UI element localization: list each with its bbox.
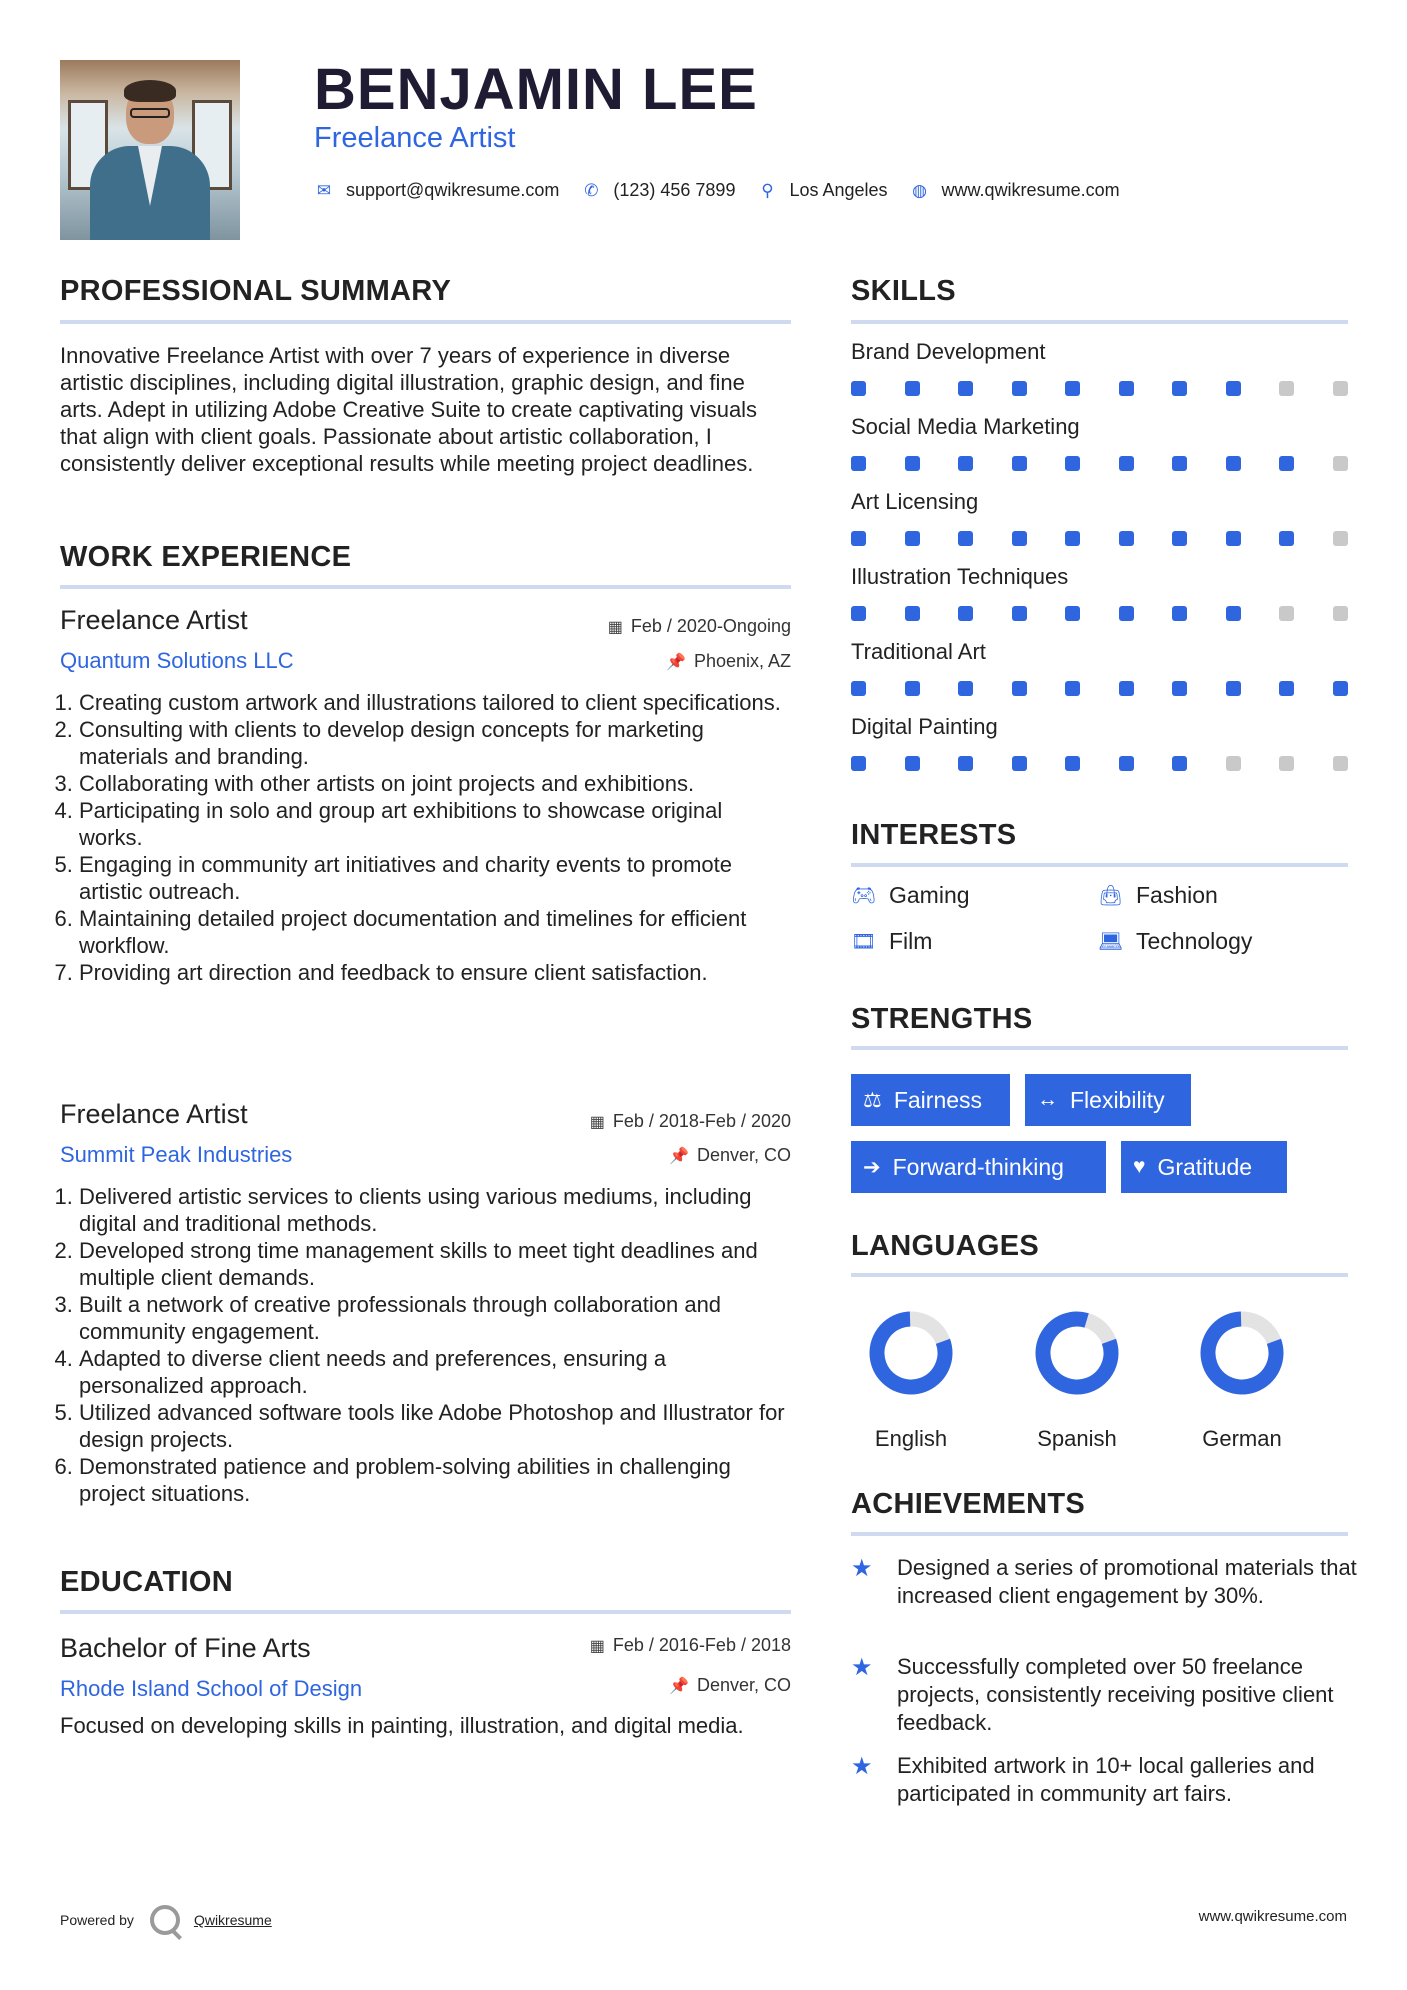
strength-tag: ♥ Gratitude: [1121, 1141, 1287, 1193]
rating-dot-filled: [1119, 681, 1134, 696]
rating-dot-filled: [905, 381, 920, 396]
language-item: [1022, 1310, 1132, 1452]
rating-dot-filled: [1119, 531, 1134, 546]
rating-dot-empty: [1279, 381, 1294, 396]
list-item: 6. Maintaining detailed project documentation and timelines for efficient workflow.: [79, 905, 791, 959]
strength-tag: ➔ Forward-thinking: [851, 1141, 1106, 1193]
rating-dot-filled: [1226, 531, 1241, 546]
language-item: [856, 1310, 966, 1452]
list-item: 6. Demonstrated patience and problem-solving abilities in challenging project situations.: [79, 1453, 791, 1507]
candidate-name: BENJAMIN LEE: [314, 57, 758, 122]
summary-heading: PROFESSIONAL SUMMARY: [60, 275, 452, 307]
education-rule: [60, 1610, 791, 1614]
skill-label: Brand Development: [851, 339, 1046, 364]
skill-rating: [851, 531, 1348, 546]
job-location: 📌 Denver, CO: [669, 1145, 791, 1165]
powered-by-label: Powered by: [60, 1912, 134, 1928]
footer-url[interactable]: www.qwikresume.com: [1198, 1908, 1347, 1925]
rating-dot-filled: [905, 756, 920, 771]
candidate-title: Freelance Artist: [314, 122, 516, 154]
contact-phone[interactable]: (123) 456 7899: [613, 180, 736, 200]
rating-dot-filled: [958, 756, 973, 771]
rating-dot-filled: [1119, 756, 1134, 771]
strengths-heading: STRENGTHS: [851, 1003, 1033, 1035]
interest-item: 🎞︎ Film: [851, 928, 933, 954]
balance-scale-icon: ⚖: [863, 1088, 882, 1112]
rating-dot-filled: [958, 456, 973, 471]
rating-dot-filled: [1065, 381, 1080, 396]
profile-photo: [60, 60, 240, 240]
experience-heading: WORK EXPERIENCE: [60, 541, 352, 573]
rating-dot-empty: [1279, 606, 1294, 621]
interest-item: 🎮︎ Gaming: [851, 882, 970, 908]
rating-dot-empty: [1226, 756, 1241, 771]
rating-dot-filled: [905, 531, 920, 546]
job-dates: ▦ Feb / 2018-Feb / 2020: [589, 1111, 791, 1131]
language-proficiency-ring: [1034, 1310, 1120, 1396]
achievements-heading: ACHIEVEMENTS: [851, 1488, 1086, 1520]
language-item: [1187, 1310, 1297, 1452]
rating-dot-filled: [1012, 606, 1027, 621]
ring-fill: [1034, 1310, 1120, 1396]
list-item: 2. Consulting with clients to develop design concepts for marketing materials and branding.: [79, 716, 791, 770]
star-icon: ★: [851, 1654, 873, 1681]
rating-dot-filled: [1226, 681, 1241, 696]
rating-dot-empty: [1333, 531, 1348, 546]
job-duties-list: [60, 689, 791, 986]
rating-dot-filled: [851, 681, 866, 696]
envelope-icon: ✉: [316, 180, 332, 200]
rating-dot-filled: [1226, 456, 1241, 471]
rating-dot-filled: [851, 531, 866, 546]
list-item: 4. Adapted to diverse client needs and preferences, ensuring a personalized approach.: [79, 1345, 791, 1399]
list-item: 5. Engaging in community art initiatives and charity events to promote artistic outreach.: [79, 851, 791, 905]
skill-rating: [851, 756, 1348, 771]
rating-dot-filled: [1172, 606, 1187, 621]
globe-icon: ◍: [912, 180, 927, 200]
interests-rule: [851, 863, 1348, 867]
film-icon: 🎞︎: [851, 931, 877, 953]
rating-dot-empty: [1279, 756, 1294, 771]
skills-heading: SKILLS: [851, 275, 956, 307]
interests-heading: INTERESTS: [851, 819, 1017, 851]
skills-rule: [851, 320, 1348, 324]
rating-dot-filled: [958, 531, 973, 546]
rating-dot-filled: [851, 756, 866, 771]
heart-icon: ♥: [1133, 1155, 1146, 1178]
qwikresume-logo-icon: [150, 1905, 180, 1935]
education-description: Focused on developing skills in painting, illustration, and digital media.: [60, 1713, 744, 1738]
star-icon: ★: [851, 1753, 873, 1780]
rating-dot-filled: [851, 381, 866, 396]
list-item: 3. Built a network of creative professionals through collaboration and community engagement.: [79, 1291, 791, 1345]
rating-dot-filled: [1279, 456, 1294, 471]
rating-dot-filled: [905, 681, 920, 696]
skill-rating: [851, 456, 1348, 471]
rating-dot-filled: [1226, 606, 1241, 621]
skill-label: Digital Painting: [851, 714, 998, 739]
achievement-item: ★ Designed a series of promotional materials that increased client engagement by 30%.: [851, 1555, 1357, 1608]
language-label: Spanish: [1037, 1426, 1117, 1451]
rating-dot-filled: [1172, 756, 1187, 771]
summary-text: Innovative Freelance Artist with over 7 years of experience in diverse artistic disciplines, including digital illustration, graphic design, and fine arts. Adept in utilizing Adobe Creative Suite to create captivating visuals that align with client goals. Passionate about artistic collaboration, I consistently deliver exceptional results while meeting project deadlines.: [60, 343, 758, 476]
pin-icon: 📌: [666, 654, 686, 671]
skill-label: Illustration Techniques: [851, 564, 1069, 589]
job-title: Freelance Artist: [60, 1099, 248, 1129]
footer-powered-by: [60, 1905, 272, 1935]
achievements-rule: [851, 1532, 1348, 1536]
interest-item: 💻︎ Technology: [1098, 928, 1253, 954]
rating-dot-filled: [1065, 681, 1080, 696]
gamepad-icon: 🎮︎: [851, 885, 877, 907]
rating-dot-filled: [1172, 381, 1187, 396]
language-proficiency-ring: [868, 1310, 954, 1396]
education-location: 📌 Denver, CO: [669, 1675, 791, 1695]
shopping-bag-icon: 👜︎: [1098, 885, 1124, 907]
school-name: Rhode Island School of Design: [60, 1676, 363, 1701]
brand-link[interactable]: Qwikresume: [193, 1912, 272, 1928]
rating-dot-empty: [1333, 456, 1348, 471]
skill-rating: [851, 606, 1348, 621]
laptop-icon: 💻︎: [1098, 931, 1124, 953]
rating-dot-filled: [905, 606, 920, 621]
pin-icon: 📌: [669, 1148, 689, 1165]
list-item: 1. Delivered artistic services to clients using various mediums, including digital and traditional methods.: [79, 1183, 791, 1237]
language-label: English: [874, 1426, 948, 1451]
rating-dot-filled: [1172, 531, 1187, 546]
job-title: Freelance Artist: [60, 605, 248, 635]
rating-dot-filled: [851, 606, 866, 621]
list-item: 7. Providing art direction and feedback to ensure client satisfaction.: [79, 959, 791, 986]
list-item: 2. Developed strong time management skills to meet tight deadlines and multiple client demands.: [79, 1237, 791, 1291]
rating-dot-filled: [1119, 456, 1134, 471]
language-label: German: [1202, 1426, 1282, 1451]
calendar-icon: ▦: [607, 619, 623, 636]
rating-dot-filled: [1012, 756, 1027, 771]
list-item: 4. Participating in solo and group art exhibitions to showcase original works.: [79, 797, 791, 851]
contact-email[interactable]: support@qwikresume.com: [346, 180, 560, 200]
list-item: 5. Utilized advanced software tools like Adobe Photoshop and Illustrator for design projects.: [79, 1399, 791, 1453]
education-heading: EDUCATION: [60, 1566, 233, 1598]
rating-dot-filled: [851, 456, 866, 471]
calendar-icon: ▦: [589, 1638, 605, 1655]
rating-dot-filled: [1279, 681, 1294, 696]
contact-location: Los Angeles: [789, 180, 888, 200]
calendar-icon: ▦: [589, 1114, 605, 1131]
pin-icon: 📌: [669, 1678, 689, 1695]
job-company: Quantum Solutions LLC: [60, 648, 294, 673]
rating-dot-filled: [1333, 681, 1348, 696]
language-proficiency-ring: [1199, 1310, 1285, 1396]
experience-rule: [60, 585, 791, 589]
skill-label: Art Licensing: [851, 489, 979, 514]
achievement-item: ★ Exhibited artwork in 10+ local galleries and participated in community art fairs.: [851, 1753, 1315, 1806]
contact-bar: [314, 180, 1142, 201]
star-icon: ★: [851, 1555, 873, 1582]
rating-dot-filled: [1119, 381, 1134, 396]
achievement-item: ★ Successfully completed over 50 freelance projects, consistently receiving positive client feedback.: [851, 1654, 1334, 1735]
summary-rule: [60, 320, 791, 324]
strength-tag: ↔ Flexibility: [1025, 1074, 1191, 1126]
rating-dot-filled: [958, 381, 973, 396]
job-location: 📌 Phoenix, AZ: [666, 651, 791, 671]
rating-dot-filled: [958, 606, 973, 621]
skill-label: Social Media Marketing: [851, 414, 1080, 439]
job-dates: ▦ Feb / 2020-Ongoing: [607, 616, 791, 636]
rating-dot-filled: [1012, 681, 1027, 696]
education-dates: ▦ Feb / 2016-Feb / 2018: [589, 1635, 791, 1655]
languages-heading: LANGUAGES: [851, 1230, 1039, 1262]
list-item: 1. Creating custom artwork and illustrations tailored to client specifications.: [79, 689, 791, 716]
rating-dot-filled: [1065, 456, 1080, 471]
rating-dot-filled: [1065, 756, 1080, 771]
rating-dot-empty: [1333, 756, 1348, 771]
strength-tag: ⚖ Fairness: [851, 1074, 1010, 1126]
languages-rule: [851, 1273, 1348, 1277]
list-item: 3. Collaborating with other artists on joint projects and exhibitions.: [79, 770, 791, 797]
rating-dot-filled: [905, 456, 920, 471]
skill-rating: [851, 381, 1348, 396]
rating-dot-filled: [1172, 456, 1187, 471]
rating-dot-filled: [1065, 606, 1080, 621]
rating-dot-filled: [1012, 381, 1027, 396]
arrows-horizontal-icon: ↔: [1037, 1088, 1058, 1111]
map-pin-icon: ⚲: [761, 180, 774, 200]
job-company: Summit Peak Industries: [60, 1142, 293, 1167]
contact-website[interactable]: www.qwikresume.com: [941, 180, 1120, 200]
phone-icon: ✆: [584, 180, 599, 200]
rating-dot-filled: [1226, 381, 1241, 396]
rating-dot-filled: [1119, 606, 1134, 621]
strengths-rule: [851, 1046, 1348, 1050]
rating-dot-filled: [1065, 531, 1080, 546]
rating-dot-empty: [1333, 381, 1348, 396]
rating-dot-filled: [1279, 531, 1294, 546]
rating-dot-filled: [1012, 531, 1027, 546]
interest-item: 👜︎ Fashion: [1098, 882, 1218, 908]
skill-rating: [851, 681, 1348, 696]
skill-label: Traditional Art: [851, 639, 986, 664]
degree-title: Bachelor of Fine Arts: [60, 1633, 311, 1663]
rating-dot-empty: [1333, 606, 1348, 621]
rating-dot-filled: [1012, 456, 1027, 471]
rating-dot-filled: [1172, 681, 1187, 696]
arrow-right-icon: ➔: [863, 1155, 881, 1179]
job-duties-list: [60, 1183, 791, 1507]
rating-dot-filled: [958, 681, 973, 696]
